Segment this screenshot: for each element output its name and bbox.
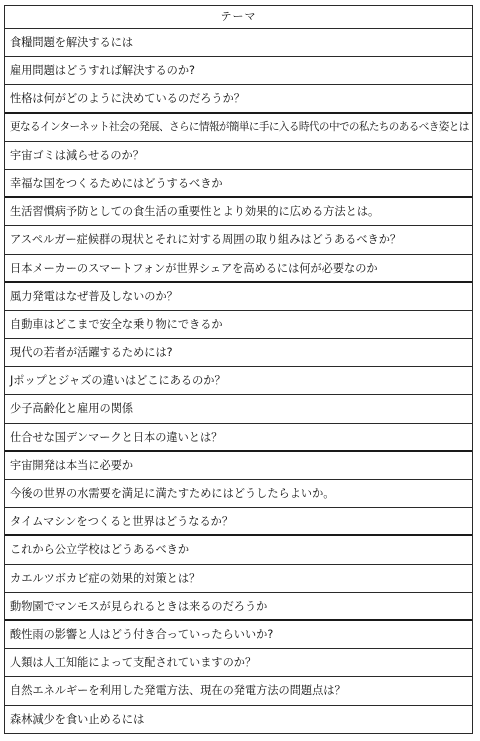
table-row: 風力発電はなぜ普及しないのか？	[5, 283, 472, 311]
table-row: 現代の若者が活躍するためには?	[5, 339, 472, 367]
table-row: 宇宙ゴミは減らせるのか？	[5, 142, 472, 170]
table-row: 森林減少を食い止めるには	[5, 706, 472, 734]
table-row: 日本メーカーのスマートフォンが世界シェアを高めるには何が必要なのか	[5, 255, 472, 283]
table-row: アスペルガー症候群の現状とそれに対する周囲の取り組みはどうあるべきか？	[5, 226, 472, 254]
table-row: 自動車はどこまで安全な乗り物にできるか	[5, 311, 472, 339]
table-row: 少子高齢化と雇用の関係	[5, 395, 472, 423]
table-row: 幸福な国をつくるためにはどうするべきか	[5, 170, 472, 198]
table-row: 雇用問題はどうすれば解決するのか?	[5, 57, 472, 85]
table-row: 更なるインターネット社会の発展、さらに情報が簡単に手に入る時代の中での私たちのあるべき姿とは	[5, 114, 472, 142]
table-row: 生活習慣病予防としての食生活の重要性とより効果的に広める方法とは。	[5, 198, 472, 226]
table-row: 仕合せな国デンマークと日本の違いとは？	[5, 424, 472, 452]
theme-table	[4, 5, 473, 734]
table-row: カエルツボカビ症の効果的対策とは？	[5, 565, 472, 593]
table-row: 自然エネルギーを利用した発電方法、現在の発電方法の問題点は？	[5, 677, 472, 705]
table-row: これから公立学校はどうあるべきか	[5, 536, 472, 564]
table-row: 宇宙開発は本当に必要か	[5, 452, 472, 480]
table-row: 人類は人工知能によって支配されていますのか？	[5, 649, 472, 677]
table-row: Jポップとジャズの違いはどこにあるのか？	[5, 367, 472, 395]
table-row: 食糧問題を解決するには	[5, 29, 472, 57]
table-row: 性格は何がどのように決めているのだろうか？	[5, 85, 472, 113]
table-header: テーマ	[5, 6, 472, 29]
table-row: 今後の世界の水需要を満足に満たすためにはどうしたらよいか。	[5, 480, 472, 508]
table-row: 動物園でマンモスが見られるときは来るのだろうか	[5, 593, 472, 621]
table-row: 酸性雨の影響と人はどう付き合っていったらいいか?	[5, 621, 472, 649]
table-row: タイムマシンをつくると世界はどうなるか？	[5, 508, 472, 536]
